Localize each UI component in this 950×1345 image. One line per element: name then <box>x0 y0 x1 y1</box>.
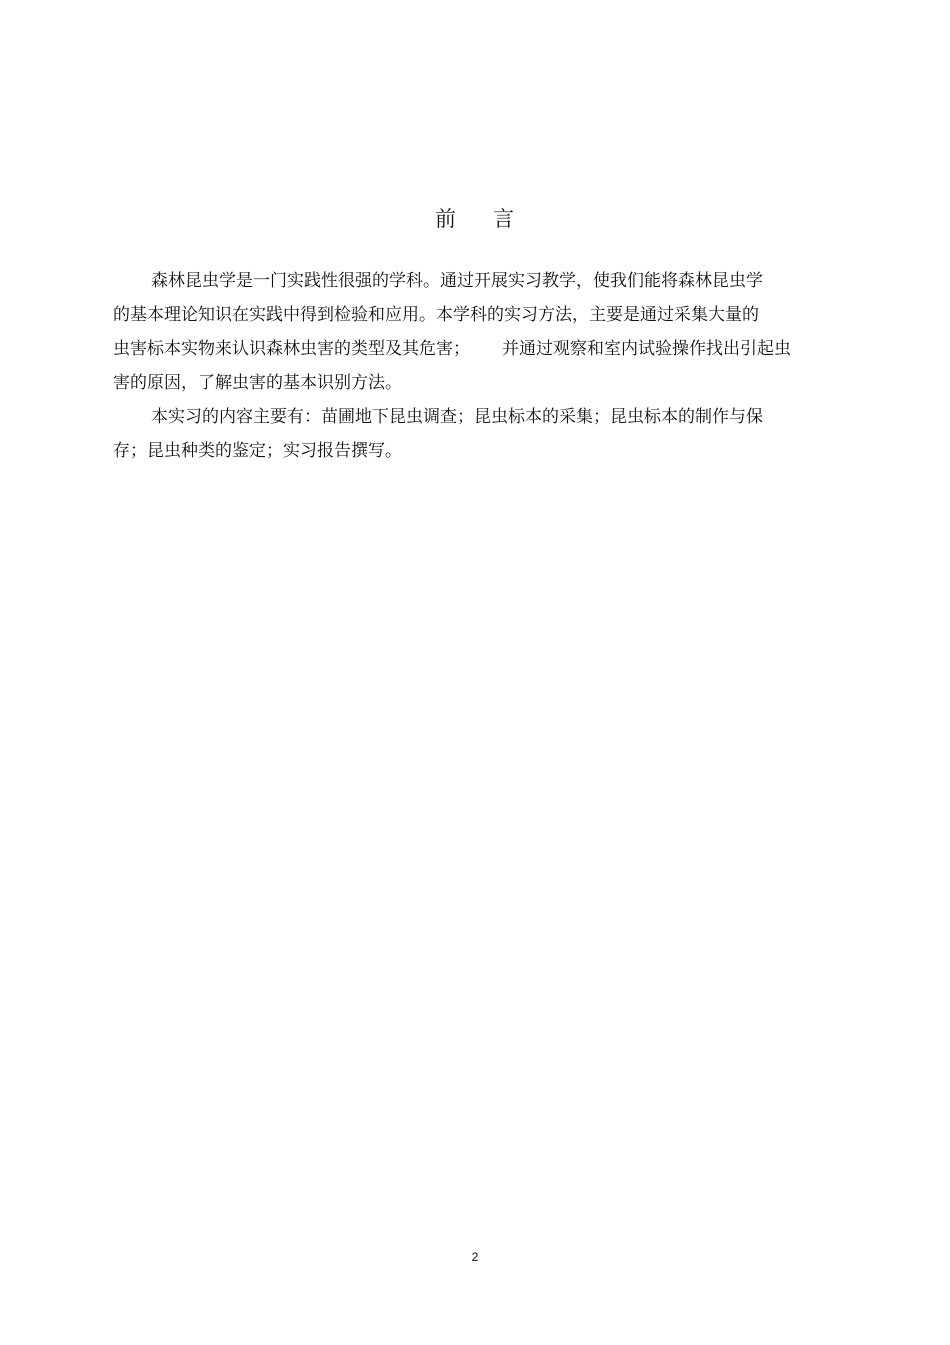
paragraph-2 <box>113 400 833 468</box>
title-char-1: 前 <box>435 207 457 231</box>
page-title <box>0 203 950 233</box>
paragraph-2-line-2: 存；昆虫种类的鉴定；实习报告撰写。 <box>113 441 402 461</box>
paragraph-1-line-3 <box>113 332 833 366</box>
paragraph-1-line-3-part-1: 虫害标本实物来认识森林虫害的类型及其危害； <box>113 339 470 359</box>
paragraph-1-line-4: 害的原因，了解虫害的基本识别方法。 <box>113 373 402 393</box>
paragraph-2-line-1: 本实习的内容主要有：苗圃地下昆虫调查；昆虫标本的采集；昆虫标本的制作与保 <box>151 407 763 427</box>
paragraph-1-line-2: 的基本理论知识在实践中得到检验和应用。本学科的实习方法，主要是通过采集大量的 <box>113 305 759 325</box>
body-text <box>113 264 833 468</box>
paragraph-1 <box>113 264 833 400</box>
title-char-2: 言 <box>493 207 515 231</box>
paragraph-1-line-3-part-2: 并通过观察和室内试验操作找出引起虫 <box>502 339 791 359</box>
page-number: 2 <box>471 1250 479 1264</box>
paragraph-1-line-1: 森林昆虫学是一门实践性很强的学科。通过开展实习教学，使我们能将森林昆虫学 <box>151 271 763 291</box>
